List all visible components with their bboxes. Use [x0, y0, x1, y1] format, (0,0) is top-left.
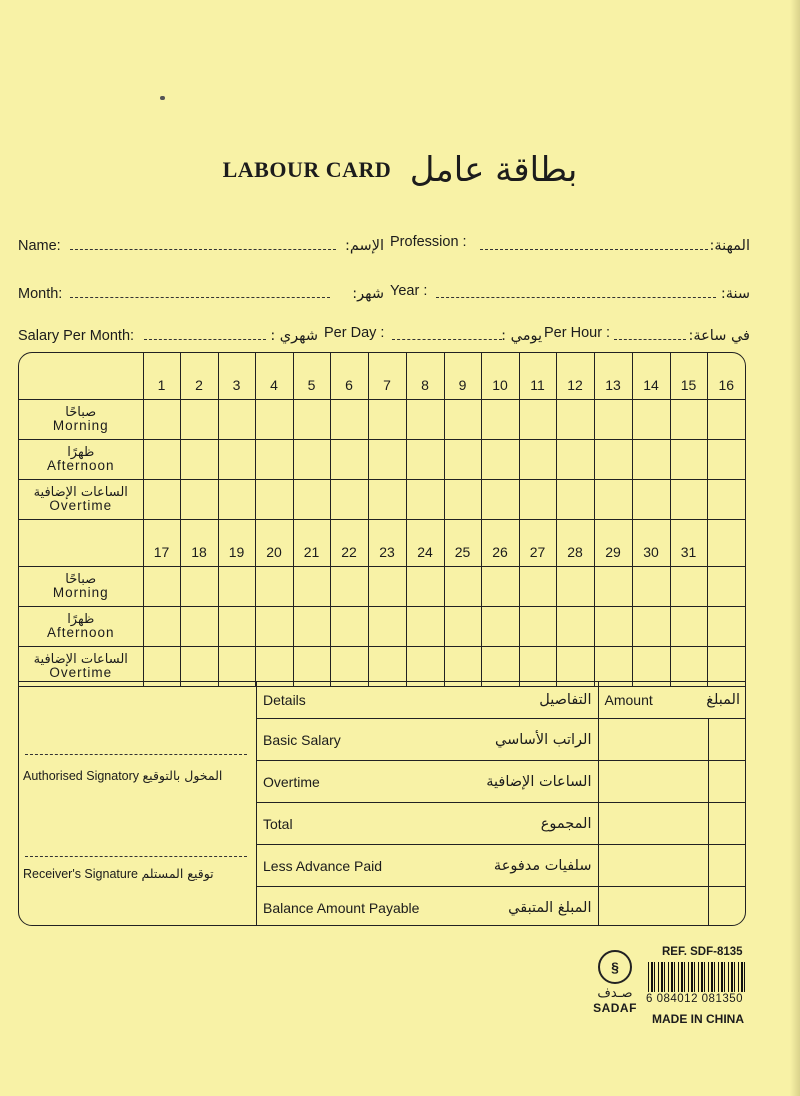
- attendance-table: [19, 353, 745, 687]
- attendance-cell[interactable]: [143, 607, 180, 647]
- receiver-signature-line[interactable]: [25, 856, 247, 857]
- attendance-cell[interactable]: [406, 567, 444, 607]
- day-number: 24: [406, 520, 444, 567]
- afternoon-label: [19, 440, 143, 480]
- receiver-signature: [23, 866, 255, 881]
- attendance-cell[interactable]: [143, 567, 180, 607]
- morning-row: [19, 400, 745, 440]
- attendance-cell[interactable]: [670, 400, 707, 440]
- profession-label-ar: المهنة:: [709, 238, 750, 254]
- amount-label-ar: المبلغ: [706, 692, 741, 708]
- blank-header-cell: [19, 353, 143, 400]
- day-number: 13: [594, 353, 632, 400]
- day-number: 21: [293, 520, 330, 567]
- total-fraction[interactable]: [708, 803, 746, 845]
- day-number: 25: [444, 520, 481, 567]
- morning-label-en: Morning: [52, 585, 109, 601]
- morning-label: [19, 567, 143, 607]
- amount-header: [598, 682, 746, 719]
- attendance-cell[interactable]: [406, 480, 444, 520]
- day-number: 4: [255, 353, 293, 400]
- attendance-cell[interactable]: [707, 400, 745, 440]
- attendance-cell[interactable]: [632, 400, 670, 440]
- attendance-cell[interactable]: [556, 567, 594, 607]
- per-hour-label-ar: في ساعة:: [688, 328, 750, 344]
- afternoon-label-ar: ظهرًا: [67, 444, 95, 460]
- attendance-cell[interactable]: [670, 440, 707, 480]
- day-number: 6: [330, 353, 368, 400]
- attendance-cell[interactable]: [444, 607, 481, 647]
- attendance-cell[interactable]: [670, 480, 707, 520]
- attendance-cell[interactable]: [556, 480, 594, 520]
- day-number: 8: [406, 353, 444, 400]
- attendance-cell[interactable]: [670, 567, 707, 607]
- advance-label-ar: سلفيات مدفوعة: [493, 857, 592, 874]
- attendance-cell[interactable]: [368, 567, 406, 607]
- salary-details: [256, 682, 746, 926]
- authorised-label-en: Authorised Signatory: [23, 769, 140, 783]
- attendance-cell[interactable]: [218, 480, 255, 520]
- attendance-cell[interactable]: [330, 607, 368, 647]
- authorised-signature-line[interactable]: [25, 754, 247, 755]
- overtime-label-ar: الساعات الإضافية: [486, 773, 592, 790]
- day-number: 2: [180, 353, 218, 400]
- receiver-label-ar: توقيع المستلم: [141, 866, 214, 881]
- balance-label: Balance Amount Payable: [263, 899, 420, 916]
- attendance-cell[interactable]: [707, 567, 745, 607]
- basic-salary-fraction[interactable]: [708, 719, 746, 761]
- profession-label: Profession :: [390, 234, 467, 250]
- attendance-cell[interactable]: [143, 440, 180, 480]
- attendance-cell[interactable]: [481, 607, 519, 647]
- attendance-cell[interactable]: [368, 480, 406, 520]
- attendance-cell[interactable]: [368, 400, 406, 440]
- amount-label-en: Amount: [604, 692, 653, 708]
- month-label: Month:: [18, 286, 63, 302]
- attendance-cell[interactable]: [180, 440, 218, 480]
- salary-month-label: Salary Per Month:: [18, 328, 135, 344]
- day-number: 9: [444, 353, 481, 400]
- attendance-cell[interactable]: [481, 567, 519, 607]
- detail-row: [257, 761, 746, 803]
- month-year-row: [18, 276, 750, 302]
- day-number: 1: [143, 353, 180, 400]
- attendance-cell[interactable]: [218, 440, 255, 480]
- attendance-cell[interactable]: [707, 440, 745, 480]
- attendance-cell[interactable]: [594, 400, 632, 440]
- afternoon-label-ar: ظهرًا: [67, 611, 95, 627]
- attendance-cell[interactable]: [180, 567, 218, 607]
- afternoon-row: [19, 607, 745, 647]
- attendance-cell[interactable]: [444, 400, 481, 440]
- attendance-cell[interactable]: [594, 607, 632, 647]
- salary-month-label-ar: شهري :: [270, 328, 318, 344]
- blank-header-cell: [19, 520, 143, 567]
- attendance-cell[interactable]: [293, 607, 330, 647]
- year-label: Year :: [390, 283, 428, 299]
- attendance-cell[interactable]: [406, 440, 444, 480]
- overtime-label: Overtime: [263, 773, 320, 790]
- day-number: 7: [368, 353, 406, 400]
- reference-code: REF. SDF-8135: [662, 946, 743, 958]
- signature-area: [19, 682, 256, 926]
- title-english: LABOUR CARD: [222, 157, 392, 182]
- attendance-cell[interactable]: [368, 607, 406, 647]
- day-number: 30: [632, 520, 670, 567]
- balance-fraction[interactable]: [708, 887, 746, 927]
- brand-arabic: صـدف: [597, 986, 633, 1001]
- day-number: 31: [670, 520, 707, 567]
- detail-row: [257, 803, 746, 845]
- attendance-cell[interactable]: [594, 440, 632, 480]
- attendance-cell[interactable]: [519, 607, 556, 647]
- shell-icon: §: [598, 950, 632, 984]
- salary-month-field[interactable]: [144, 339, 266, 340]
- per-day-label-ar: يومي :: [501, 328, 542, 344]
- year-field[interactable]: [436, 297, 716, 298]
- per-hour-field[interactable]: [614, 339, 686, 340]
- authorised-signatory: [23, 768, 255, 783]
- per-day-field[interactable]: [392, 339, 502, 340]
- attendance-cell[interactable]: [330, 567, 368, 607]
- attendance-cell[interactable]: [255, 607, 293, 647]
- payment-section: [19, 681, 745, 926]
- overtime-amount[interactable]: [598, 761, 708, 803]
- morning-row: [19, 567, 745, 607]
- balance-label-ar: المبلغ المتبقي: [508, 899, 592, 916]
- month-field[interactable]: [70, 297, 330, 298]
- attendance-cell[interactable]: [368, 440, 406, 480]
- day-number: 22: [330, 520, 368, 567]
- day-number: 29: [594, 520, 632, 567]
- barcode: [648, 962, 748, 992]
- day-number: 18: [180, 520, 218, 567]
- authorised-label-ar: المخول بالتوقيع: [142, 768, 223, 783]
- balance-amount[interactable]: [598, 887, 708, 927]
- overtime-label-en: Overtime: [49, 498, 113, 514]
- day-number: 27: [519, 520, 556, 567]
- attendance-cell[interactable]: [556, 400, 594, 440]
- card-title: [0, 150, 800, 190]
- attendance-cell[interactable]: [519, 567, 556, 607]
- attendance-cell[interactable]: [556, 440, 594, 480]
- day-number-row: [19, 353, 745, 400]
- attendance-cell[interactable]: [330, 480, 368, 520]
- name-field[interactable]: [70, 249, 336, 250]
- day-number: 20: [255, 520, 293, 567]
- attendance-cell[interactable]: [255, 440, 293, 480]
- day-number: 11: [519, 353, 556, 400]
- attendance-cell[interactable]: [255, 480, 293, 520]
- day-number: 3: [218, 353, 255, 400]
- afternoon-label: [19, 607, 143, 647]
- attendance-grid: [18, 352, 746, 926]
- name-label: Name:: [18, 238, 61, 254]
- title-arabic: بطاقة عامل: [409, 150, 578, 190]
- morning-label: [19, 400, 143, 440]
- details-table: [257, 682, 746, 926]
- afternoon-label-en: Afternoon: [46, 625, 115, 641]
- overtime-label-ar: الساعات الإضافية: [33, 651, 128, 667]
- attendance-cell[interactable]: [519, 400, 556, 440]
- name-profession-row: [18, 228, 750, 254]
- day-number: 12: [556, 353, 594, 400]
- day-number: 23: [368, 520, 406, 567]
- profession-field[interactable]: [480, 249, 708, 250]
- details-header-row: [257, 682, 746, 719]
- attendance-cell[interactable]: [180, 480, 218, 520]
- attendance-cell[interactable]: [444, 567, 481, 607]
- attendance-cell[interactable]: [218, 400, 255, 440]
- name-label-ar: الإسم:: [345, 238, 384, 254]
- details-label-ar: التفاصيل: [539, 692, 592, 708]
- per-hour-label: Per Hour :: [544, 325, 611, 341]
- details-label-en: Details: [263, 692, 306, 708]
- afternoon-label-en: Afternoon: [46, 458, 115, 474]
- advance-fraction[interactable]: [708, 845, 746, 887]
- basic-salary-amount[interactable]: [598, 719, 708, 761]
- attendance-cell[interactable]: [293, 400, 330, 440]
- attendance-cell[interactable]: [143, 480, 180, 520]
- basic-salary-label: Basic Salary: [263, 731, 341, 748]
- advance-label: Less Advance Paid: [263, 857, 383, 874]
- morning-label-en: Morning: [52, 418, 109, 434]
- attendance-cell[interactable]: [180, 400, 218, 440]
- attendance-cell[interactable]: [632, 480, 670, 520]
- attendance-cell[interactable]: [556, 607, 594, 647]
- overtime-fraction[interactable]: [708, 761, 746, 803]
- attendance-cell[interactable]: [481, 440, 519, 480]
- per-day-label: Per Day :: [324, 325, 385, 341]
- ink-speck: [160, 96, 165, 100]
- attendance-cell[interactable]: [180, 607, 218, 647]
- attendance-cell[interactable]: [293, 567, 330, 607]
- attendance-cell[interactable]: [519, 480, 556, 520]
- detail-row: [257, 719, 746, 761]
- attendance-cell[interactable]: [406, 400, 444, 440]
- attendance-cell[interactable]: [707, 480, 745, 520]
- attendance-cell[interactable]: [594, 480, 632, 520]
- attendance-cell[interactable]: [632, 607, 670, 647]
- attendance-cell[interactable]: [406, 607, 444, 647]
- detail-row: [257, 845, 746, 887]
- morning-label-ar: صباحًا: [65, 571, 97, 587]
- attendance-cell[interactable]: [255, 567, 293, 607]
- attendance-cell[interactable]: [143, 400, 180, 440]
- made-in-label: MADE IN CHINA: [652, 1012, 744, 1026]
- overtime-label-en: Overtime: [49, 665, 113, 681]
- basic-salary-label-ar: الراتب الأساسي: [495, 731, 592, 748]
- day-number: 5: [293, 353, 330, 400]
- attendance-cell[interactable]: [632, 440, 670, 480]
- morning-label-ar: صباحًا: [65, 404, 97, 420]
- attendance-cell[interactable]: [255, 400, 293, 440]
- month-label-ar: شهر:: [352, 286, 384, 302]
- day-number: 28: [556, 520, 594, 567]
- salary-row: [18, 318, 750, 344]
- total-label-ar: المجموع: [540, 815, 592, 832]
- overtime-label: [19, 480, 143, 520]
- day-number-row: [19, 520, 745, 567]
- day-number: 14: [632, 353, 670, 400]
- day-number: 16: [707, 353, 745, 400]
- attendance-cell[interactable]: [707, 607, 745, 647]
- day-number: 10: [481, 353, 519, 400]
- receiver-label-en: Receiver's Signature: [23, 867, 138, 881]
- day-number: 17: [143, 520, 180, 567]
- attendance-cell[interactable]: [670, 607, 707, 647]
- detail-row: [257, 887, 746, 927]
- attendance-cell[interactable]: [519, 440, 556, 480]
- attendance-cell[interactable]: [632, 567, 670, 607]
- total-label: Total: [263, 815, 293, 832]
- sadaf-logo: [590, 950, 640, 1015]
- advance-amount[interactable]: [598, 845, 708, 887]
- day-number: 19: [218, 520, 255, 567]
- day-number: 15: [670, 353, 707, 400]
- attendance-cell[interactable]: [293, 440, 330, 480]
- overtime-label-ar: الساعات الإضافية: [33, 484, 128, 500]
- attendance-cell[interactable]: [481, 400, 519, 440]
- brand-english: SADAF: [593, 1001, 637, 1015]
- day-number: [707, 520, 745, 567]
- afternoon-row: [19, 440, 745, 480]
- attendance-cell[interactable]: [444, 440, 481, 480]
- attendance-cell[interactable]: [218, 607, 255, 647]
- details-header: [257, 682, 598, 719]
- attendance-cell[interactable]: [444, 480, 481, 520]
- attendance-cell[interactable]: [481, 480, 519, 520]
- attendance-cell[interactable]: [218, 567, 255, 607]
- barcode-number: 6 084012 081350: [646, 993, 744, 1005]
- attendance-cell[interactable]: [594, 567, 632, 607]
- day-number: 26: [481, 520, 519, 567]
- year-label-ar: سنة:: [720, 286, 750, 302]
- attendance-cell[interactable]: [330, 440, 368, 480]
- overtime-row: [19, 480, 745, 520]
- total-amount[interactable]: [598, 803, 708, 845]
- attendance-cell[interactable]: [293, 480, 330, 520]
- attendance-cell[interactable]: [330, 400, 368, 440]
